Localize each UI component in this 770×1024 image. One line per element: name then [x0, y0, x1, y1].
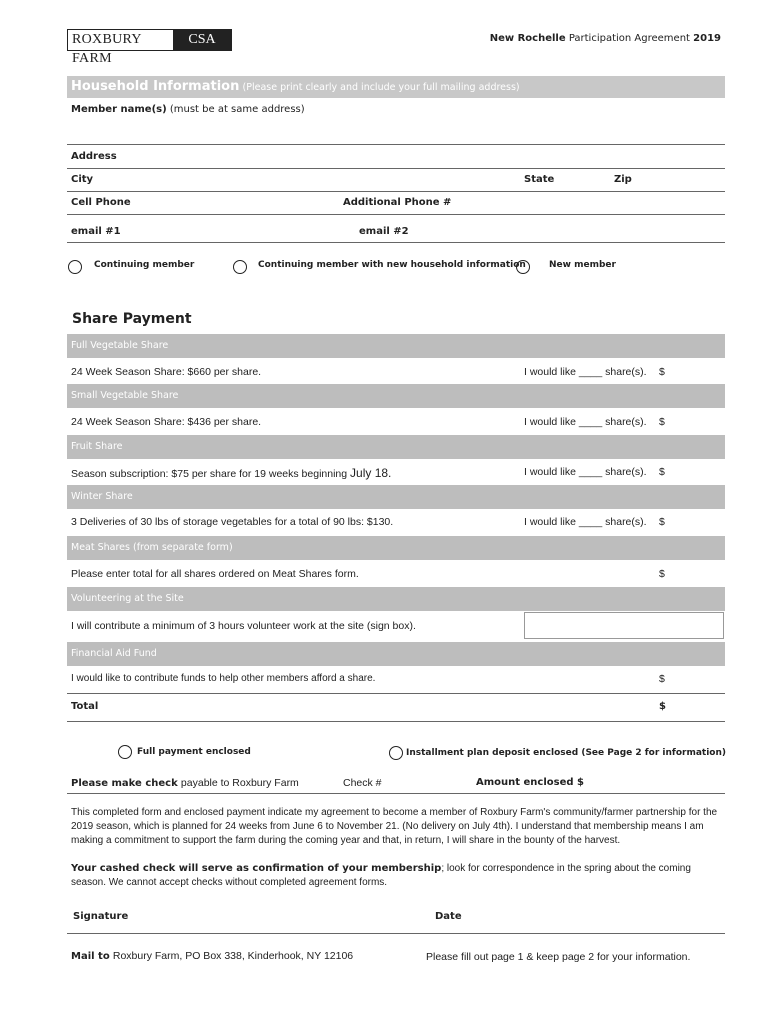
volunteer-sign-box[interactable] [524, 612, 724, 639]
continuing-new-info-label: Continuing member with new household information [258, 260, 526, 270]
winter-amount[interactable]: $ [659, 516, 665, 528]
logo-text: ROXBURY FARM [72, 32, 142, 66]
full-payment-label: Full payment enclosed [137, 747, 251, 757]
share-payment-title: Share Payment [72, 311, 192, 327]
mail-address: Roxbury Farm, PO Box 338, Kinderhook, NY 12106 [112, 950, 354, 962]
household-header [67, 76, 725, 98]
full-payment-radio[interactable] [118, 745, 132, 759]
cell-phone-label: Cell Phone [71, 197, 131, 208]
winter-qty[interactable]: I would like ____ share(s). [524, 516, 647, 528]
winter-desc: 3 Deliveries of 30 lbs of storage vegetables for a total of 90 lbs: $130. [71, 516, 394, 528]
total-label: Total [71, 701, 99, 712]
email-line[interactable] [67, 242, 725, 243]
full-veg-amount[interactable]: $ [659, 366, 665, 378]
fruit-bar: Fruit Share [67, 435, 725, 459]
email2-label: email #2 [359, 226, 409, 237]
check-payable: payable to Roxbury Farm [180, 777, 299, 789]
total-amount[interactable]: $ [659, 701, 666, 712]
page-note: Please fill out page 1 & keep page 2 for your information. [426, 951, 691, 963]
financial-aid-line [67, 693, 725, 694]
financial-aid-bar: Financial Aid Fund [67, 642, 725, 666]
continuing-new-info-radio[interactable] [233, 260, 247, 274]
financial-aid-amount[interactable]: $ [659, 673, 665, 685]
year: 2019 [693, 33, 721, 44]
meat-amount[interactable]: $ [659, 568, 665, 580]
check-line [67, 793, 725, 794]
member-label: Member name(s) [71, 104, 167, 115]
small-veg-amount[interactable]: $ [659, 416, 665, 428]
continuing-member-label: Continuing member [94, 260, 195, 270]
fruit-desc-text: Season subscription: $75 per share for 19 weeks beginning [71, 468, 348, 480]
volunteer-bar: Volunteering at the Site [67, 587, 725, 611]
state-label: State [524, 174, 555, 185]
volunteer-desc: I will contribute a minimum of 3 hours volunteer work at the site (sign box). [71, 620, 416, 632]
fruit-start-date: July 18. [350, 466, 392, 480]
total-line [67, 721, 725, 722]
mail-to-row [71, 950, 353, 962]
full-veg-qty[interactable]: I would like ____ share(s). [524, 366, 647, 378]
household-subtitle: (Please print clearly and include your full mailing address) [242, 82, 520, 93]
member-name-row [71, 104, 305, 115]
winter-bar: Winter Share [67, 485, 725, 509]
doc-title: Participation Agreement [568, 33, 690, 44]
check-label: Please make check [71, 778, 178, 789]
confirmation-paragraph [71, 862, 723, 890]
installment-radio[interactable] [389, 746, 403, 760]
agreement-paragraph: This completed form and enclosed payment indicate my agreement to become a member of Roxbury Farm's community/farmer partnership for the 2019 season, which is planned for 24 weeks from June 6 to November 21. (No delivery on July 4th). I understand that membership means I am making a commitment to support the farm during the coming year and that, in return, I will share in the bounty of the harvest. [71, 807, 718, 846]
amount-enclosed-label[interactable]: Amount enclosed $ [476, 777, 584, 788]
logo-csa: CSA [173, 30, 231, 50]
member-note: (must be at same address) [169, 104, 305, 115]
confirmation-rest: ; look for correspondence in the spring about the coming season. We cannot accept checks without completed agreement forms. [71, 863, 691, 888]
location: New Rochelle [489, 33, 566, 44]
small-veg-qty[interactable]: I would like ____ share(s). [524, 416, 647, 428]
financial-aid-desc: I would like to contribute funds to help other members afford a share. [71, 673, 376, 684]
small-veg-desc: 24 Week Season Share: $436 per share. [71, 416, 262, 428]
city-label: City [71, 174, 94, 185]
check-number-label[interactable]: Check # [343, 777, 382, 789]
installment-label: Installment plan deposit enclosed (See Page 2 for information) [406, 748, 727, 758]
fruit-amount[interactable]: $ [659, 466, 665, 478]
signature-line[interactable] [67, 933, 725, 934]
new-member-radio[interactable] [516, 260, 530, 274]
check-payable-row [71, 777, 299, 789]
fruit-qty[interactable]: I would like ____ share(s). [524, 466, 647, 478]
logo [67, 29, 232, 66]
zip-label: Zip [614, 174, 632, 185]
address-label: Address [71, 151, 117, 162]
date-label: Date [435, 911, 462, 922]
member-name-line[interactable] [67, 144, 725, 145]
city-line[interactable] [67, 191, 725, 192]
address-line[interactable] [67, 168, 725, 169]
phone-line[interactable] [67, 214, 725, 215]
mail-label: Mail to [71, 951, 110, 962]
signature-label: Signature [73, 911, 129, 922]
doc-header [490, 33, 721, 44]
household-title: Household Information [71, 79, 240, 94]
small-veg-bar: Small Vegetable Share [67, 384, 725, 408]
additional-phone-label: Additional Phone # [343, 197, 452, 208]
continuing-member-radio[interactable] [68, 260, 82, 274]
meat-desc: Please enter total for all shares ordered on Meat Shares form. [71, 568, 359, 580]
email1-label: email #1 [71, 226, 121, 237]
fruit-desc [71, 466, 391, 480]
new-member-label: New member [549, 260, 616, 270]
meat-bar: Meat Shares (from separate form) [67, 536, 725, 560]
full-veg-bar: Full Vegetable Share [67, 334, 725, 358]
confirmation-bold: Your cashed check will serve as confirmation of your membership [71, 863, 442, 874]
full-veg-desc: 24 Week Season Share: $660 per share. [71, 366, 262, 378]
